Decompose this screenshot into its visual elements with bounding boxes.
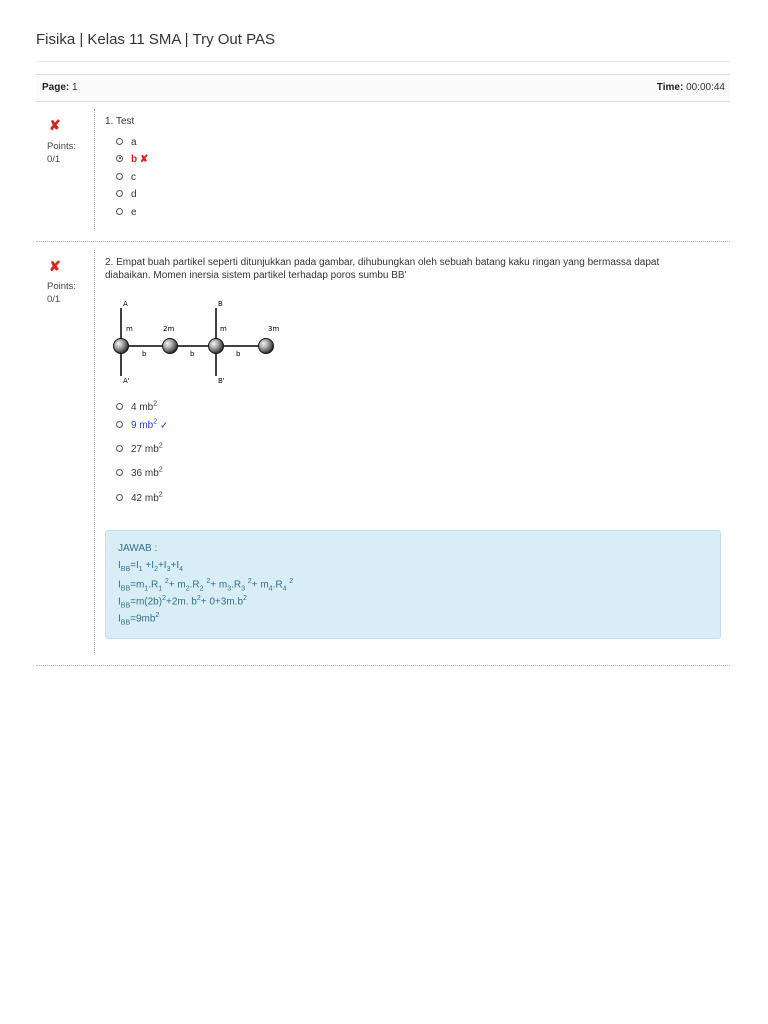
option-42mb2[interactable] bbox=[116, 489, 163, 505]
option-label: c bbox=[131, 172, 136, 183]
option-label: 9 $mb^2$ bbox=[131, 419, 158, 432]
correct-mark-icon: ✓ bbox=[159, 420, 169, 432]
question-divider bbox=[94, 250, 95, 653]
points-label: Points: bbox=[47, 141, 77, 152]
radio-button-selected[interactable] bbox=[116, 155, 123, 162]
radio-button[interactable] bbox=[116, 494, 123, 501]
option-36mb2[interactable] bbox=[116, 464, 163, 480]
radio-button[interactable] bbox=[116, 421, 123, 428]
option-9mb2[interactable] bbox=[116, 416, 169, 432]
incorrect-icon: ✘ bbox=[49, 258, 61, 274]
mass-label-4: 3m bbox=[268, 325, 280, 333]
explanation-box bbox=[105, 530, 721, 639]
radio-button[interactable] bbox=[116, 138, 123, 145]
mass-label-2: 2m bbox=[163, 325, 175, 333]
title-divider bbox=[36, 61, 730, 62]
option-label: 42 $mb^2$ bbox=[131, 492, 163, 505]
distance-label-3: b bbox=[236, 350, 241, 358]
axis-label-b-prime: B' bbox=[218, 377, 225, 385]
option-b[interactable] bbox=[116, 153, 148, 166]
points-label: Points: bbox=[47, 281, 77, 292]
option-label: 27 $mb^2$ bbox=[131, 443, 163, 456]
mass-label-3: m bbox=[220, 325, 227, 333]
explanation-heading: JAWAB : bbox=[118, 543, 158, 554]
particle-2 bbox=[163, 339, 178, 354]
time-label: Time: bbox=[656, 82, 684, 93]
option-d[interactable] bbox=[116, 188, 137, 201]
explanation-line-4: $I_{BB}=9mb^2$ bbox=[118, 612, 160, 627]
question-2-text: 2. Empat buah partikel seperti ditunjukkan pada gambar, dihubungkan oleh sebuah batang kaku ringan yang bermassa dapat diabaikan. Momen inersia sistem partikel terhadap poros sumbu BB' bbox=[105, 257, 660, 281]
incorrect-icon: ✘ bbox=[49, 117, 61, 133]
option-e[interactable] bbox=[116, 206, 137, 219]
question-2 bbox=[36, 242, 730, 666]
axis-label-a: A bbox=[123, 300, 128, 308]
radio-button[interactable] bbox=[116, 403, 123, 410]
option-4mb2[interactable] bbox=[116, 398, 158, 414]
option-label: a bbox=[131, 137, 137, 148]
points-value: 0/1 bbox=[47, 154, 61, 165]
question-divider bbox=[94, 109, 95, 229]
axis-label-b: B bbox=[218, 300, 223, 308]
points-value: 0/1 bbox=[47, 294, 61, 305]
particle-3 bbox=[209, 339, 224, 354]
wrong-mark-icon: ✘ bbox=[139, 154, 149, 165]
timer bbox=[657, 75, 725, 101]
explanation-line-3: $I_{BB}=m(2b)^2+2m$. $b^2+ 0+3m.b^2$ bbox=[118, 595, 247, 610]
page-title: Fisika | Kelas 11 SMA | Try Out PAS bbox=[36, 31, 275, 48]
explanation-line-2: $I_{BB}=m_1.R_1$ $^2+ m_2.R_2$ $^2+ m_3.R_3$ $^2+ m_4.R_4$ $^2$ bbox=[118, 578, 294, 593]
particle-4 bbox=[259, 339, 274, 354]
axis-label-a-prime: A' bbox=[123, 377, 130, 385]
question-1-sidebar bbox=[36, 101, 94, 241]
particle-1 bbox=[114, 339, 129, 354]
option-label: e bbox=[131, 207, 137, 218]
distance-label-1: b bbox=[142, 350, 147, 358]
radio-button[interactable] bbox=[116, 445, 123, 452]
option-label: 36 $mb^2$ bbox=[131, 467, 163, 480]
question-2-sidebar bbox=[36, 242, 94, 665]
info-bar bbox=[36, 74, 730, 102]
radio-button[interactable] bbox=[116, 190, 123, 197]
option-c[interactable] bbox=[116, 171, 136, 184]
option-label: b bbox=[131, 154, 138, 165]
option-label: d bbox=[131, 189, 137, 200]
radio-button[interactable] bbox=[116, 469, 123, 476]
page-value: 1 bbox=[72, 82, 78, 93]
page-label: Page: bbox=[42, 82, 70, 93]
time-value: 00:00:44 bbox=[686, 82, 725, 93]
distance-label-2: b bbox=[190, 350, 195, 358]
radio-button[interactable] bbox=[116, 173, 123, 180]
mass-label-1: m bbox=[126, 325, 133, 333]
explanation-line-1: $I_{BB}=I_1 +I_2+I_3+I_4$ bbox=[118, 560, 184, 573]
option-a[interactable] bbox=[116, 136, 137, 149]
option-27mb2[interactable] bbox=[116, 440, 163, 456]
radio-button[interactable] bbox=[116, 208, 123, 215]
question-1 bbox=[36, 101, 730, 242]
particle-diagram bbox=[110, 296, 290, 388]
question-1-text: 1. Test bbox=[105, 116, 135, 127]
option-label: 4 $mb^2$ bbox=[131, 401, 158, 414]
page-indicator bbox=[42, 75, 78, 101]
